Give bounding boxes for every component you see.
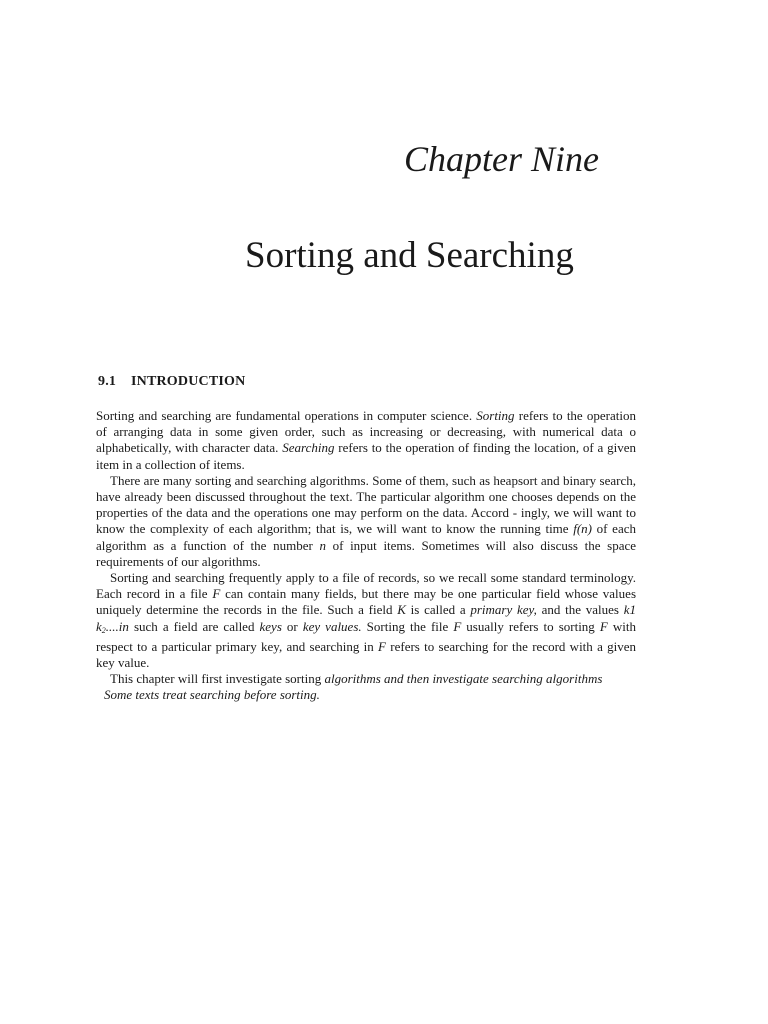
text-run: can contain many fields, but there may be one particular field whose values uniquely determine the records in the file. Such a field — [96, 586, 637, 618]
text-run: There are many sorting and searching algorithms. Some of them, such as heapsort and binary search, have already been discussed throughout the text. The particular algorithm one chooses depends on the properties of the data and the operations one may perform on the data. Accord - ingly, we will want to know the complexity of each algorithm; that is, we will want to know the running time — [96, 472, 636, 537]
section-heading — [98, 374, 245, 390]
text-run: Sorting and searching frequently apply to a file of records, so we recall some standard terminology. Each record in a file — [96, 570, 636, 602]
text-run: of input items. Sometimes will also discuss the space requirements of our algorithms. — [96, 537, 637, 569]
text-run: Sorting the file — [361, 618, 454, 634]
text-run: and the values — [536, 602, 624, 618]
chapter-title: Sorting and Searching — [245, 235, 574, 276]
term-primary-key: primary key, — [470, 602, 537, 618]
term-f: F — [212, 586, 221, 602]
text-run: of each algorithm as a function of the number — [96, 521, 636, 553]
text-run-italic: Some texts treat searching before sorting. — [104, 687, 320, 703]
text-run: usually refers to sorting — [461, 618, 600, 634]
text-run: with respect to a particular primary key, and searching in — [96, 618, 636, 654]
paragraph-3 — [96, 570, 636, 671]
term-keys: keys — [259, 618, 282, 634]
term-k1: k1 k — [96, 602, 636, 634]
text-run: such a field are called — [128, 618, 260, 634]
term-fn: f(n) — [573, 521, 593, 537]
body-text — [96, 408, 636, 704]
term-f: F — [453, 618, 462, 634]
term-key-values: key values. — [302, 618, 362, 634]
term-f: F — [378, 638, 386, 654]
term-n: n — [319, 537, 326, 553]
paragraph-1 — [96, 408, 636, 473]
text-run-italic: algorithms and then investigate searching algorithms — [324, 671, 603, 687]
text-run: refers to the operation of finding the location, of a given item in a collection of items. — [96, 440, 637, 472]
paragraph-4 — [96, 671, 636, 703]
term-kn: ....in — [105, 618, 129, 634]
text-run: Sorting and searching are fundamental operations in computer science. — [96, 408, 477, 423]
text-run: refers to searching for the record with a given key value. — [96, 638, 637, 671]
paragraph-2 — [96, 473, 636, 570]
subscript: 2 — [101, 625, 106, 635]
section-title: INTRODUCTION — [131, 374, 246, 389]
term-searching: Searching — [282, 440, 335, 456]
term-sorting: Sorting — [476, 408, 515, 423]
chapter-label: Chapter Nine — [404, 139, 599, 179]
text-run: or — [281, 618, 303, 634]
text-run: This chapter will first investigate sorting — [110, 671, 325, 687]
text-run: is called a — [405, 602, 471, 618]
section-number: 9.1 — [98, 374, 117, 389]
term-f: F — [599, 618, 608, 634]
text-run: refers to the operation of arranging data in some given order, such as increasing or decreasing, with numerical data o alphabetically, with character data. — [96, 408, 636, 456]
term-k: K — [397, 602, 406, 618]
